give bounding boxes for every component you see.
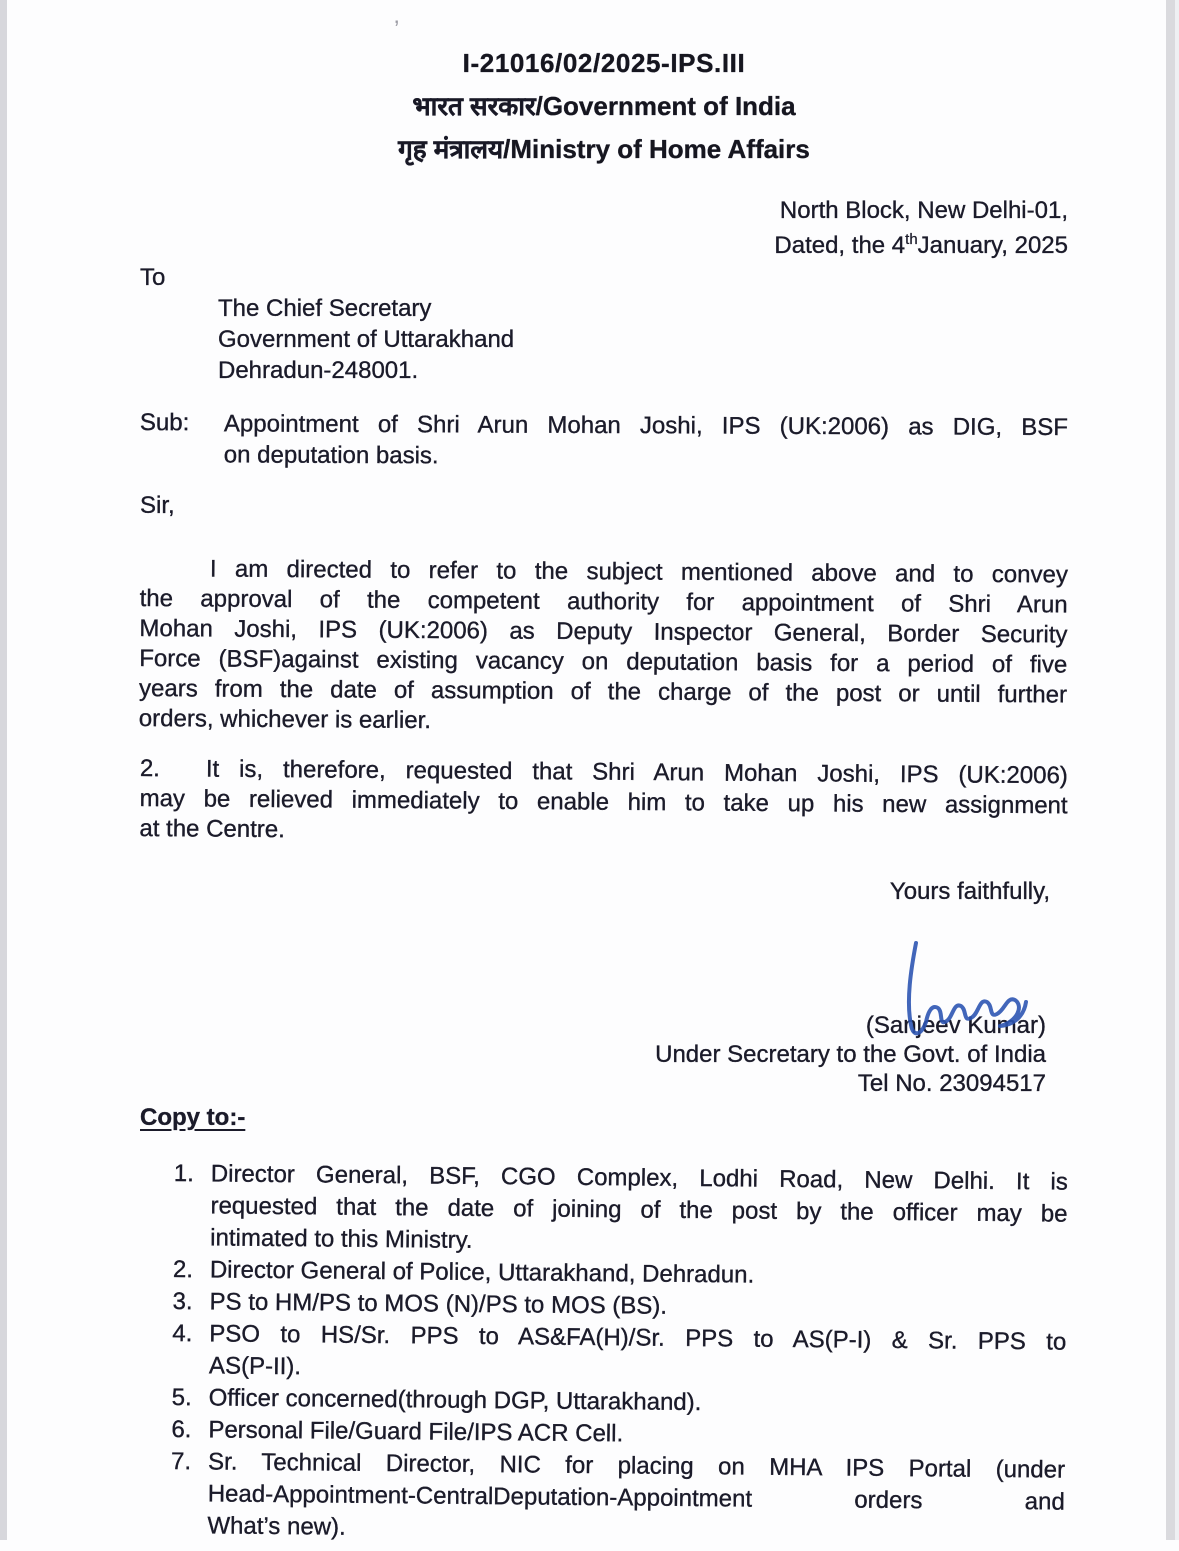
subject-line: on deputation basis. (223, 441, 439, 470)
addressee-block (218, 293, 1068, 386)
item-line: intimated to this Ministry. (210, 1224, 473, 1254)
item-number: 6. (171, 1415, 192, 1444)
item-line: What’s new). (207, 1512, 346, 1541)
body-paragraph-1 (139, 554, 1068, 740)
item-line: Director General of Police, Uttarakhand, Dehradun. (209, 1256, 755, 1289)
addressee-line: The Chief Secretary (218, 295, 432, 322)
to-label: To (140, 264, 166, 291)
reference-number: I-21016/02/2025-IPS.III (462, 48, 746, 78)
signature-block (140, 1011, 1068, 1098)
item-number: 7. (170, 1447, 192, 1476)
item-line: AS(P-II). (208, 1352, 302, 1381)
addressee-line: Dehradun-248001. (218, 357, 419, 384)
copy-to-list (170, 1158, 1068, 1551)
signatory-title: Under Secretary to the Govt. of India (655, 1041, 1046, 1068)
stray-scan-mark: ’ (394, 16, 400, 43)
letter-header (140, 46, 1068, 166)
salutation: Sir, (140, 492, 175, 519)
government-of-india-line: भारत सरकार/Government of India (412, 91, 796, 121)
subject-text (224, 408, 1068, 474)
item-line: requested that the date of joining of the post by the officer may be (210, 1192, 1068, 1228)
paragraph-line: may be relieved immediately to enable him to take up his new assignment (139, 784, 1068, 820)
item-number: 5. (171, 1383, 192, 1412)
date-superscript: th (905, 231, 918, 248)
copy-to-heading: Copy to:- (140, 1104, 246, 1131)
paragraph-line: years from the date of assumption of the charge of the post or until further (138, 674, 1068, 709)
page-edge-right-outer (1175, 0, 1179, 1540)
body-paragraph-2 (139, 754, 1068, 851)
paragraph-line: I am directed to refer to the subject mentioned above and to convey (209, 555, 1068, 589)
letter-document (140, 46, 1068, 1542)
item-text (210, 1158, 1068, 1262)
closing-line: Yours faithfully, (889, 878, 1050, 905)
paragraph-line: orders, whichever is earlier. (138, 704, 432, 735)
paragraph-text: It is, therefore, requested that Shri Arun Mohan Joshi, IPS (UK:2006) (205, 755, 1068, 790)
paragraph-number: 2. (139, 754, 161, 783)
paragraph-line: Mohan Joshi, IPS (UK:2006) as Deputy Inspector General, Border Security (139, 614, 1068, 649)
item-number: 1. (173, 1159, 194, 1188)
item-number: 3. (172, 1287, 193, 1316)
item-line: Sr. Technical Director, NIC for placing on MHA IPS Portal (under (207, 1448, 1066, 1484)
copy-item-1 (173, 1158, 1068, 1263)
ministry-line: गृह मंत्रालय/Ministry of Home Affairs (398, 134, 810, 164)
item-number: 4. (172, 1319, 193, 1348)
paragraph-line: Force (BSF)against existing vacancy on deputation basis for a period of five (139, 644, 1068, 679)
date-line (140, 225, 1068, 260)
item-line: Officer concerned(through DGP, Uttarakhand). (208, 1384, 702, 1417)
copy-item-4 (172, 1318, 1067, 1391)
item-text (207, 1446, 1065, 1550)
item-text (209, 1318, 1067, 1390)
subject-line: Appointment of Shri Arun Mohan Joshi, IPS (UK:2006) as DIG, BSF (223, 410, 1068, 442)
signatory-phone: Tel No. 23094517 (857, 1070, 1046, 1097)
subject-block (140, 408, 1068, 474)
paragraph-line: at the Centre. (139, 814, 285, 844)
item-line: PSO to HS/Sr. PPS to AS&FA(H)/Sr. PPS to AS(P-I) & Sr. PPS to (209, 1320, 1067, 1356)
copy-item-7 (170, 1446, 1065, 1551)
handwritten-signature-scribble (878, 939, 1028, 1044)
date-suffix: January, 2025 (917, 232, 1068, 259)
paragraph-line: the approval of the competent authority for appointment of Shri Arun (139, 584, 1068, 619)
page-edge-left (0, 0, 7, 1540)
subject-label: Sub: (139, 409, 190, 437)
place-line: North Block, New Delhi-01, (779, 197, 1068, 224)
place-date-block (140, 196, 1068, 260)
item-line: PS to HM/PS to MOS (N)/PS to MOS (BS). (209, 1288, 668, 1320)
item-number: 2. (172, 1255, 194, 1284)
addressee-line: Government of Uttarakhand (218, 326, 515, 353)
date-prefix: Dated, the 4 (774, 232, 906, 259)
signatory-name: (Sanjeev Kumar) (865, 1012, 1046, 1039)
item-line: Director General, BSF, CGO Complex, Lodhi Road, New Delhi. It is (210, 1160, 1068, 1196)
item-line: Personal File/Guard File/IPS ACR Cell. (208, 1416, 624, 1448)
page-edge-right (1166, 0, 1175, 1540)
item-line: Head-Appointment-CentralDeputation-Appointment orders and (207, 1480, 1065, 1516)
